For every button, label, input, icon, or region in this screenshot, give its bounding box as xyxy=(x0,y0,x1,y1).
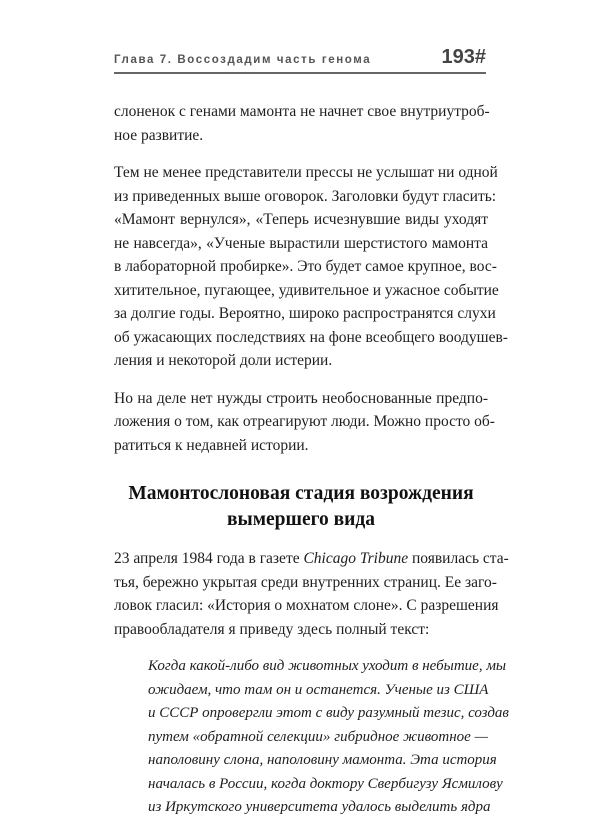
newspaper-quote xyxy=(148,655,509,820)
heading-line: Мамонтослоновая стадия возрождения xyxy=(128,483,474,504)
page-body xyxy=(114,100,509,820)
quote-line: из Иркутского университета удалось выделить ядра xyxy=(148,799,491,815)
running-head: Глава 7. Воссоздадим часть генома xyxy=(114,54,372,66)
text-line: правообладателя я приведу здесь полный текст: xyxy=(114,620,430,638)
header-rule xyxy=(114,72,486,74)
text-line: ратиться к недавней истории. xyxy=(114,436,309,454)
text-line: Но на деле нет нужды строить необоснованные предпо- xyxy=(114,389,488,407)
text-line: не навсегда», «Ученые вырастили шерстистого мамонта xyxy=(114,234,488,252)
paragraph-1 xyxy=(114,100,488,147)
page-header xyxy=(114,36,486,70)
page-number: 193# xyxy=(441,46,486,68)
section-heading xyxy=(114,481,488,533)
text-line xyxy=(114,547,509,571)
quote-line: Когда какой-либо вид животных уходит в небытие, мы xyxy=(148,658,507,674)
section-paragraph xyxy=(114,547,509,641)
text-fragment: 23 апреля 1984 года в газете xyxy=(114,550,304,567)
text-line: из приведенных выше оговорок. Заголовки будут гласить: xyxy=(114,187,497,205)
text-line: за долгие годы. Вероятно, широко распространятся слухи xyxy=(114,305,496,322)
text-line: хитительное, пугающее, удивительное и ужасное событие xyxy=(114,281,499,299)
quote-line: ожидаем, что там он и останется. Ученые из США xyxy=(148,681,489,698)
text-line: об ужасающих последствиях на фоне всеобщего воодушев- xyxy=(114,328,508,346)
quote-line: началась в России, когда доктору Свербигузу Ясмилову xyxy=(148,775,503,792)
text-line: ное развитие. xyxy=(114,126,204,144)
quote-line: и СССР опровергли этот с виду разумный тезис, создав xyxy=(148,705,509,721)
text-line: ложения о том, как отреагируют люди. Можно просто об- xyxy=(114,413,495,430)
paragraph-2 xyxy=(114,161,508,373)
text-line: Тем не менее представители прессы не услышат ни одной xyxy=(114,164,498,181)
quote-line: наполовину слона, наполовину мамонта. Эта история xyxy=(148,752,497,768)
text-line: «Мамонт вернулся», «Теперь исчезнувшие виды уходят xyxy=(114,211,488,228)
quote-line: путем «обратной селекции» гибридное животное — xyxy=(148,728,488,745)
text-line: ловок гласил: «История о мохнатом слоне». С разрешения xyxy=(114,597,499,614)
text-line: в лабораторной пробирке». Это будет самое крупное, вос- xyxy=(114,258,497,275)
newspaper-title: Chicago Tribune xyxy=(303,550,409,567)
text-line: слоненок с генами мамонта не начнет свое внутриутроб- xyxy=(114,103,490,120)
paragraph-3 xyxy=(114,387,495,458)
text-fragment: появилась ста- xyxy=(408,550,509,567)
text-line: тья, бережно укрытая среди внутренних страниц. Ее заго- xyxy=(114,573,497,591)
heading-line: вымершего вида xyxy=(226,509,376,530)
text-line: ления и некоторой доли истерии. xyxy=(114,352,333,369)
